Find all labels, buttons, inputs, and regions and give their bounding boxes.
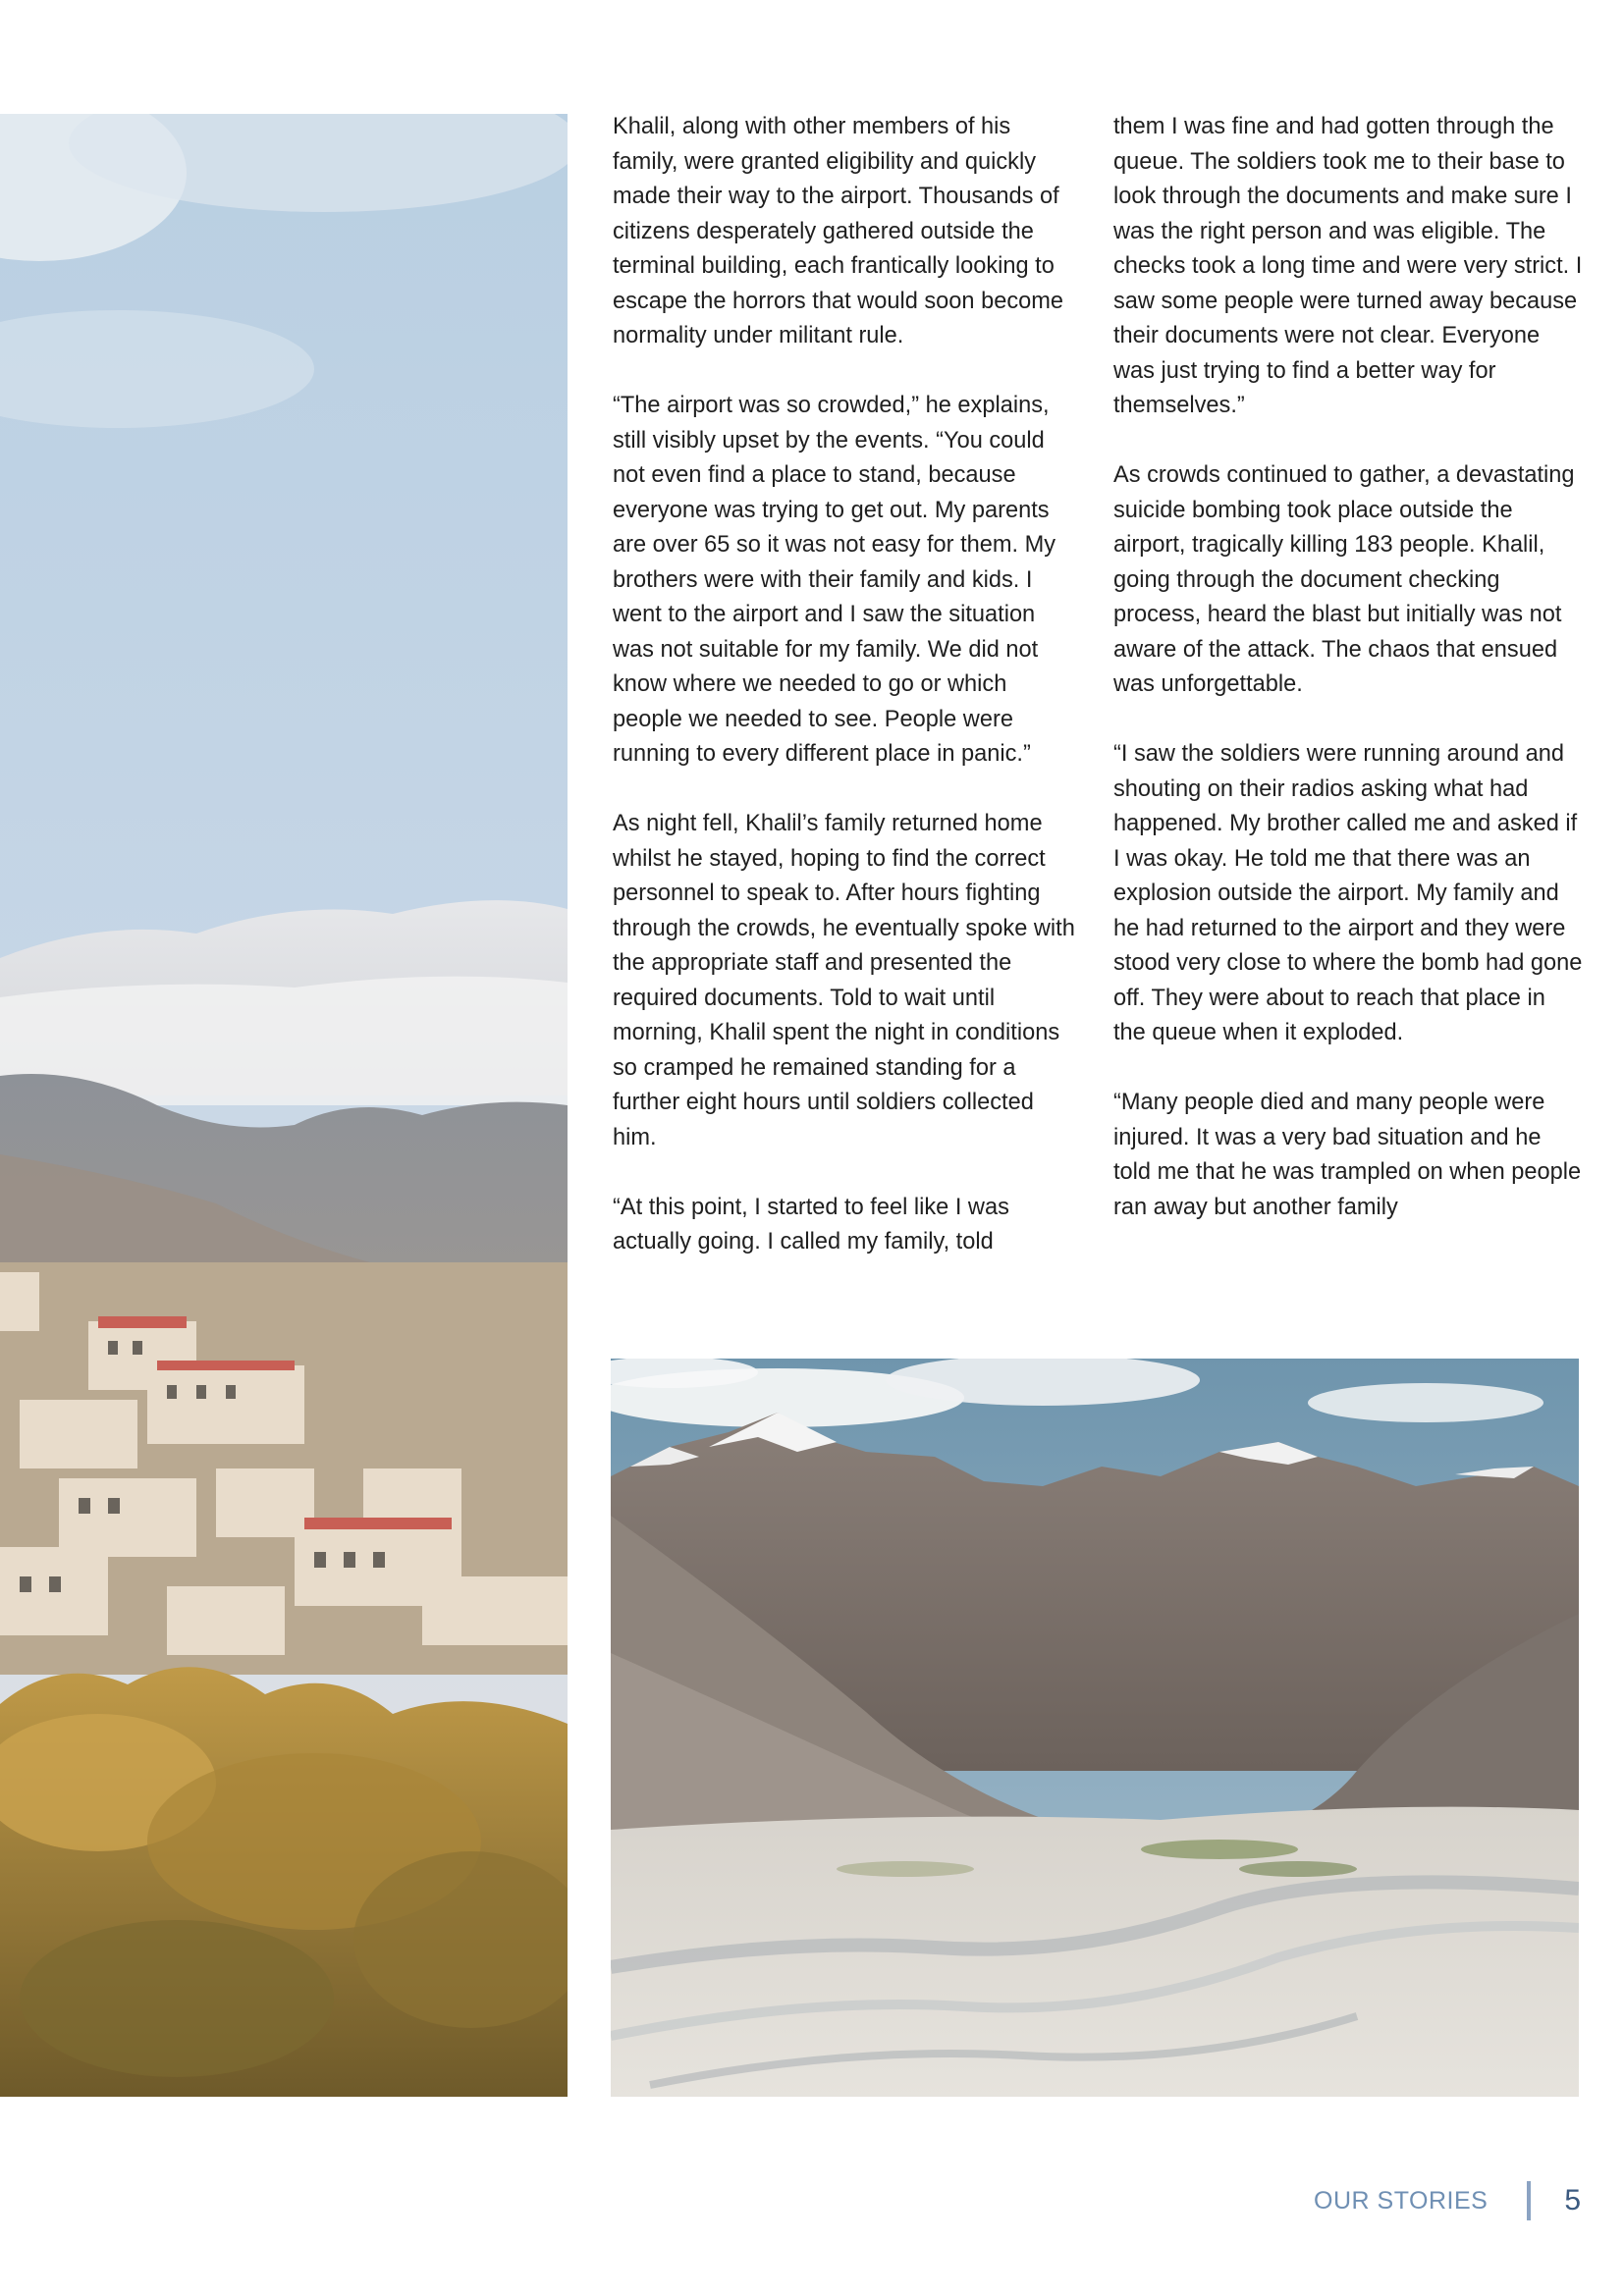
mountain-valley-photo [611, 1359, 1579, 2097]
paragraph: As night fell, Khalil’s family returned home whilst he stayed, hoping to find the correct personnel to speak to. After hours fighting through the crowds, he eventually spoke with the appropriate staff and presented the required documents. Told to wait until morning, Khalil spent the night in conditions so cramped he remained standing for a further eight hours until soldiers collected him. [613, 811, 1075, 1150]
paragraph: “Many people died and many people were injured. It was a very bad situation and he told me that he was trampled on when people ran away but another family [1113, 1090, 1582, 1220]
paragraph: “I saw the soldiers were running around and shouting on their radios asking what had happened. My brother called me and asked if I was okay. He told me that there was an explosion outside the airport. My family and he had returned to the airport and they were stood very close to where the bomb had gone off. They were about to reach that place in the queue when it exploded. [1113, 741, 1583, 1045]
section-label: OUR STORIES [1314, 2186, 1489, 2215]
paragraph: Khalil, along with other members of his family, were granted eligibility and quickly made their way to the airport. Thousands of citizens desperately gathered outside the terminal building, each frantically looking to escape the horrors that would soon become normality under militant rule. [613, 114, 1064, 348]
paragraph: them I was fine and had gotten through the queue. The soldiers took me to their base to look through the documents and make sure I was the right person and was eligible. The checks took a long time and were very strict. I saw some people were turned away because their documents were not clear. Everyone was just trying to find a better way for themselves.” [1113, 114, 1583, 418]
paragraph: “The airport was so crowded,” he explains, still visibly upset by the events. “You could not even find a place to stand, because everyone was trying to get out. My parents are over 65 so it was not easy for them. My brothers were with their family and kids. I went to the airport and I saw the situation was not suitable for my family. We did not know where we needed to go or which people we needed to see. People were running to every different place in panic.” [613, 393, 1056, 767]
paragraph: “At this point, I started to feel like I was actually going. I called my family, told [613, 1194, 1009, 1255]
paragraph: As crowds continued to gather, a devastating suicide bombing took place outside the airport, tragically killing 183 people. Khalil, going through the document checking process, heard the blast but initially was not aware of the attack. The chaos that ensued was unforgettable. [1113, 462, 1575, 697]
footer-divider [1527, 2181, 1531, 2220]
page-number: 5 [1564, 2184, 1581, 2216]
hillside-town-photo [0, 114, 568, 2097]
article-column-2 [1113, 110, 1583, 1225]
page-footer [1314, 2181, 1581, 2220]
article-column-1 [613, 110, 1082, 1260]
